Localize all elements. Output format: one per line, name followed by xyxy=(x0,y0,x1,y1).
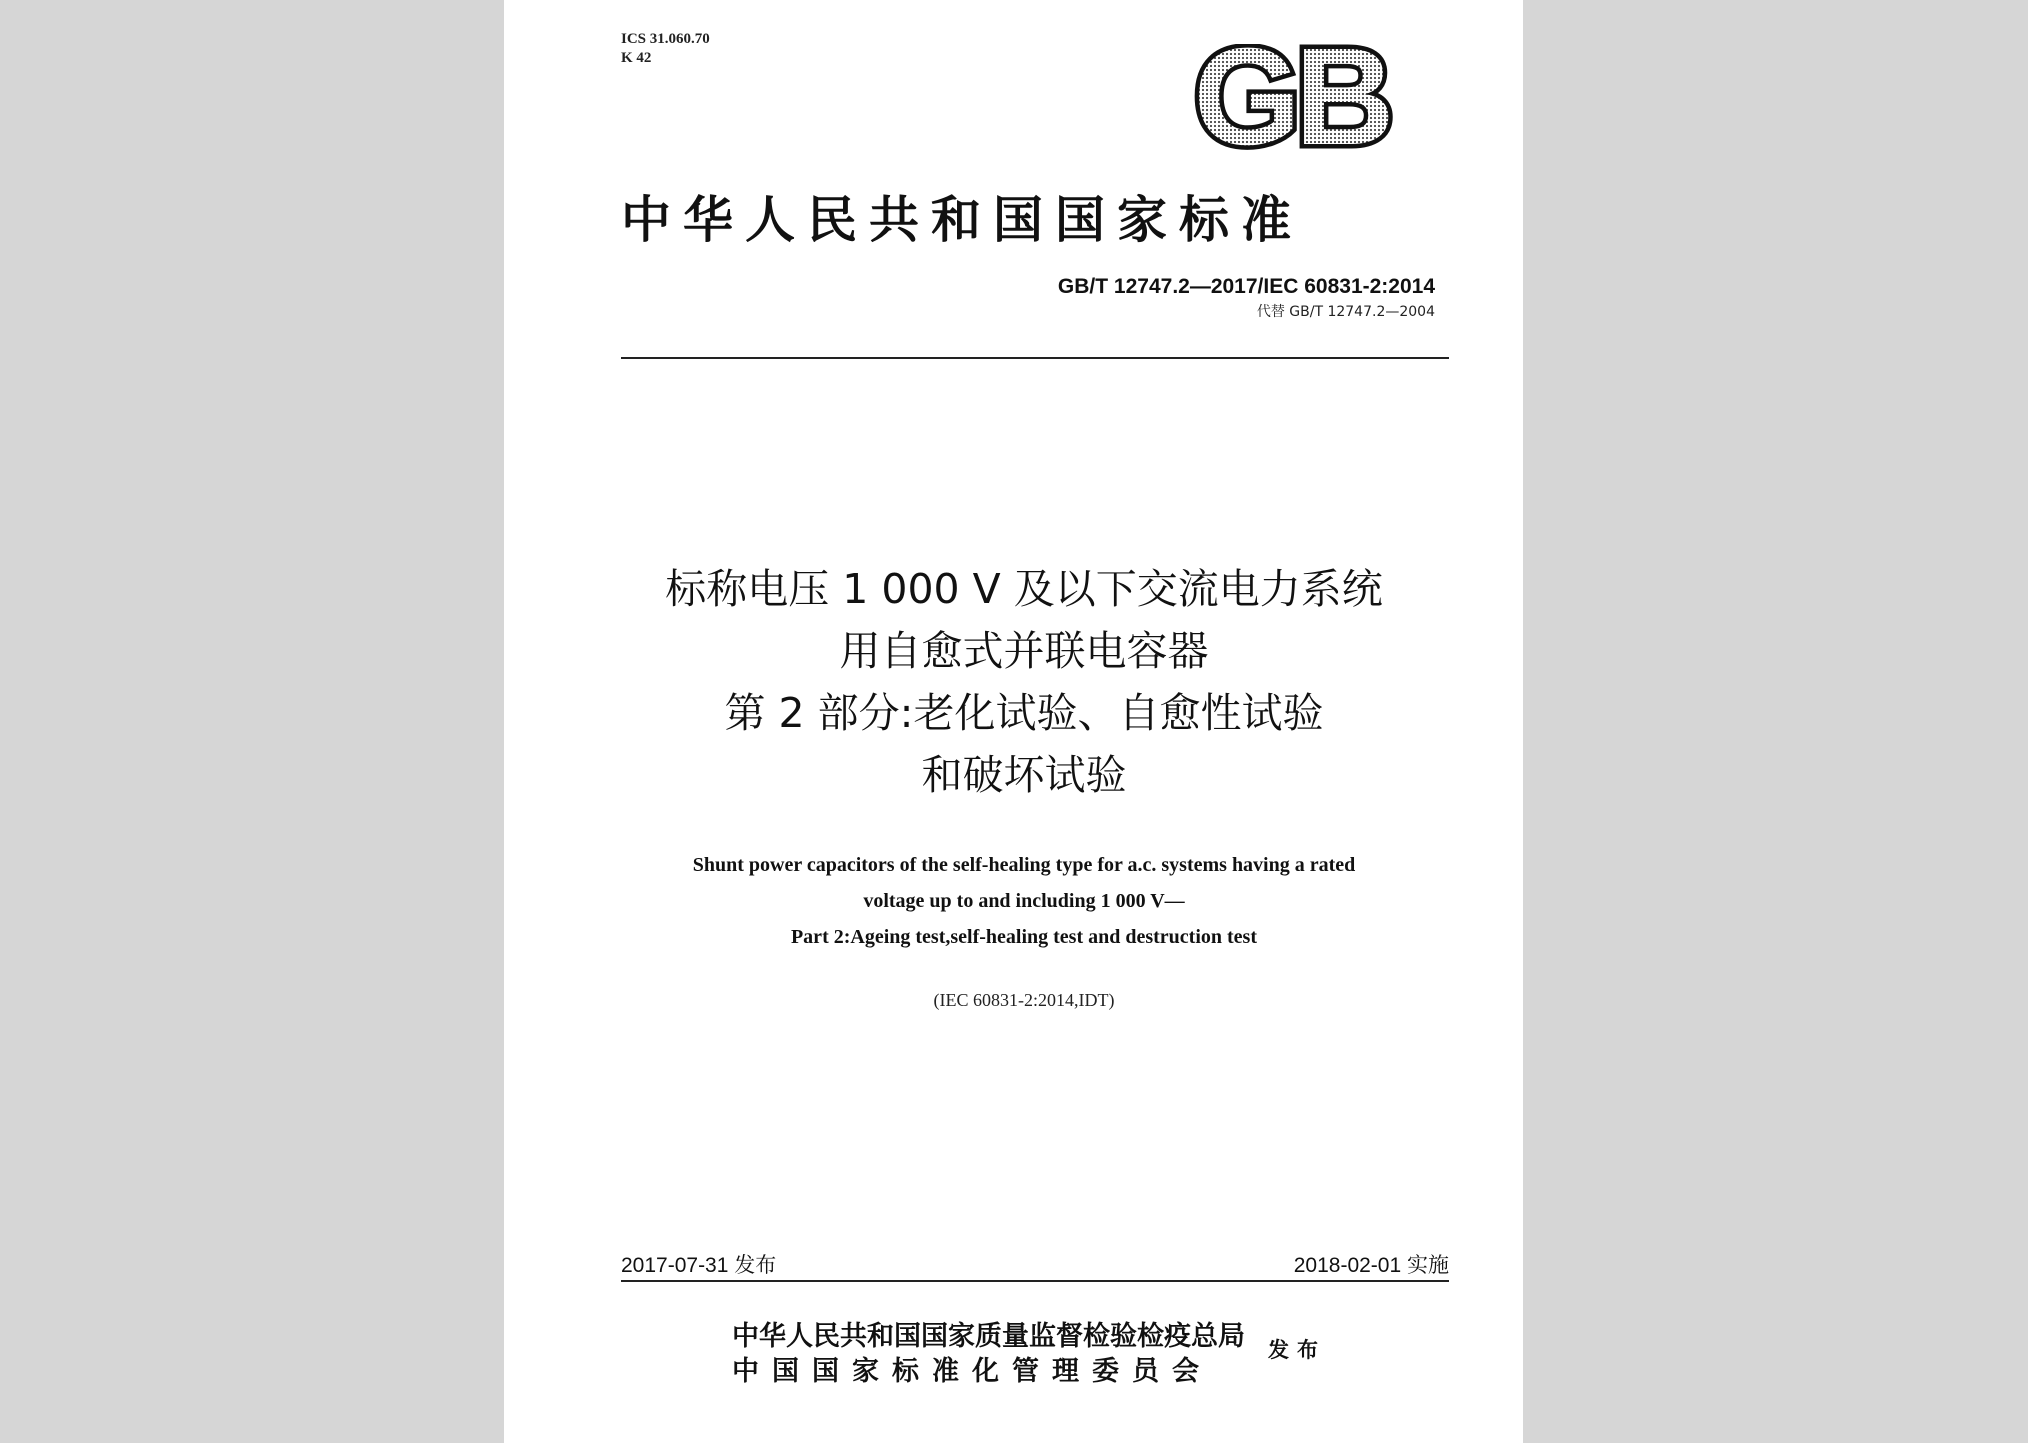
chinese-title-line: 标称电压 1 000 V 及以下交流电力系统 xyxy=(665,565,1383,613)
chinese-title-line: 用自愈式并联电容器 xyxy=(839,627,1209,675)
implementation-date: 2018-02-01 实施 xyxy=(1293,1254,1449,1277)
gb-logo-text: GB xyxy=(1193,44,1389,154)
header-divider xyxy=(621,357,1449,359)
national-standard-title: 中华人民共和国国家标准 xyxy=(621,190,1303,249)
replaces-standard: 代替 GB/T 12747.2—2004 xyxy=(1256,304,1435,320)
chinese-title-line: 和破坏试验 xyxy=(921,751,1127,799)
english-title-line: Part 2:Ageing test,self-healing test and destruction test xyxy=(790,926,1258,948)
chinese-title xyxy=(564,558,1484,806)
english-title-line: Shunt power capacitors of the self-healing type for a.c. systems having a rated xyxy=(692,854,1356,876)
english-title xyxy=(564,847,1484,955)
standard-number-block xyxy=(904,275,1435,321)
footer-divider xyxy=(621,1280,1449,1282)
gb-logo xyxy=(1189,44,1394,154)
issue-date: 2017-07-31 发布 xyxy=(621,1254,777,1277)
category-code: K 42 xyxy=(621,50,652,66)
ics-code: ICS 31.060.70 xyxy=(621,31,710,47)
equivalence-note: (IEC 60831-2:2014,IDT) xyxy=(933,990,1115,1010)
publish-label: 发布 xyxy=(1268,1337,1326,1362)
standard-number: GB/T 12747.2—2017/IEC 60831-2:2014 xyxy=(1057,275,1435,298)
classification-codes xyxy=(621,30,710,68)
english-title-line: voltage up to and including 1 000 V— xyxy=(863,890,1185,912)
document-page xyxy=(504,0,1523,1443)
chinese-title-line: 第 2 部分:老化试验、自愈性试验 xyxy=(724,689,1324,737)
issuer-name: 中国国家标准化管理委员会 xyxy=(732,1356,1212,1387)
issuer-name: 中华人民共和国国家质量监督检验检疫总局 xyxy=(732,1321,1245,1352)
